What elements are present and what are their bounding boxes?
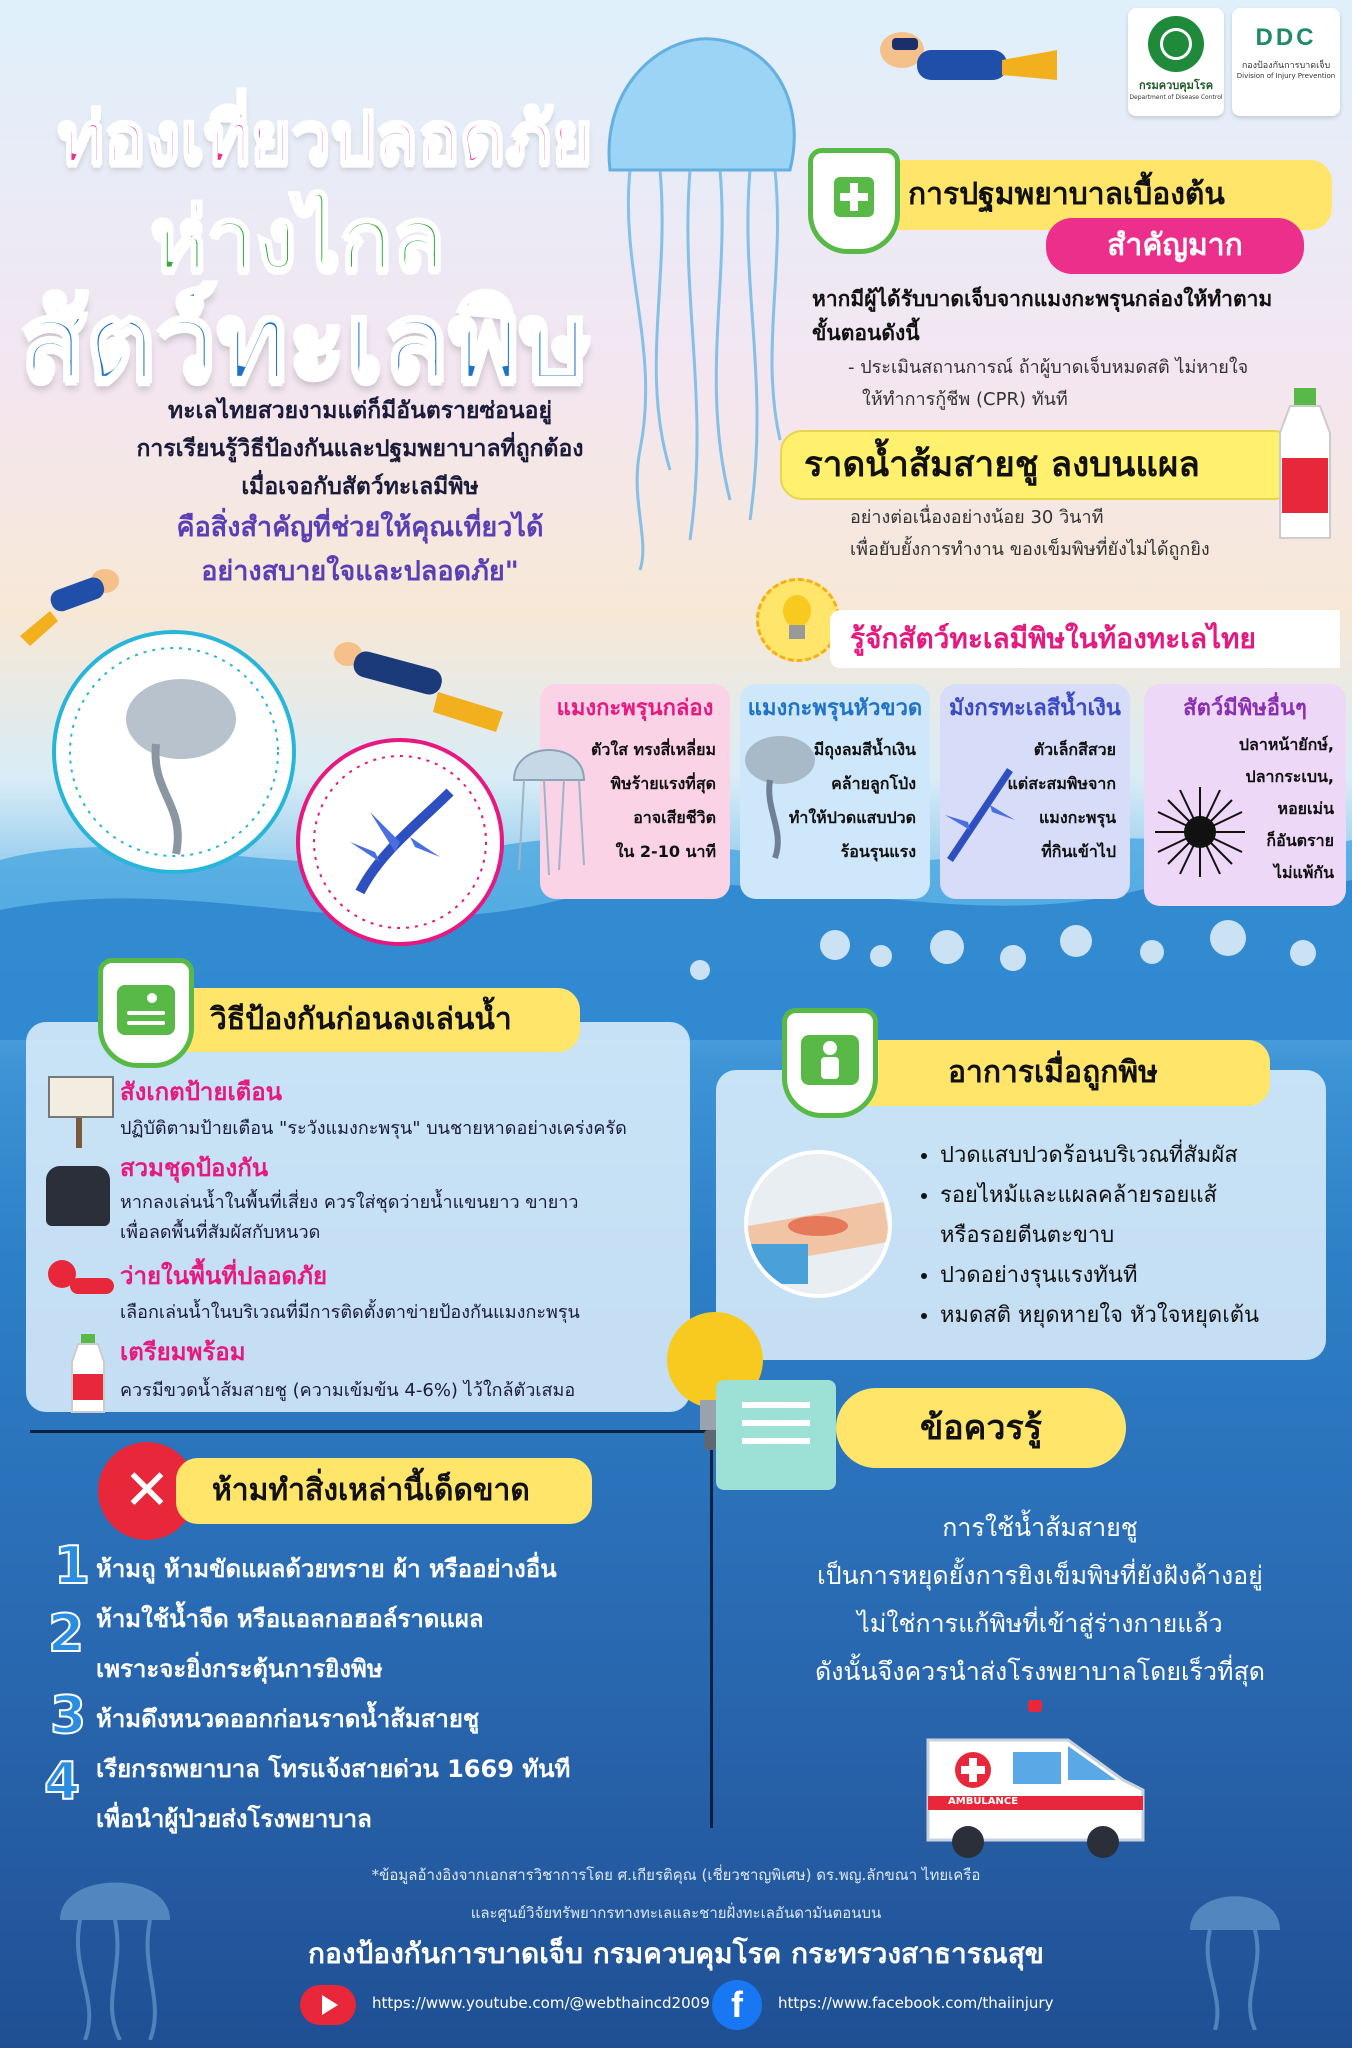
card-line: แต่สะสมพิษจาก [1007,774,1116,793]
ministry-logo [1128,8,1224,116]
symptom-item: • หมดสติ หยุดหายใจ หัวใจหยุดเต้น [940,1296,1259,1336]
bottle-jellyfish-icon [740,730,820,860]
card-line: ไม่แพ้กัน [1273,863,1334,882]
symptom-item: • รอยไหม้และแผลคล้ายรอยแส้ [940,1176,1259,1216]
facts-text [740,1504,1340,1696]
number-2-badge: 2 [48,1604,85,1664]
dont-line: ห้ามดึงหนวดออกก่อนราดน้ำส้มสายชู [96,1705,480,1733]
vinegar-bottle-icon [66,1334,110,1414]
bubble-decoration [1290,940,1316,966]
bubble-decoration [1060,925,1092,957]
reference-line1: *ข้อมูลอ้างอิงจากเอกสารวิชาการโดย ศ.เกียรติคุณ (เชี่ยวชาญพิเศษ) ดร.พญ.ลักขณา ไทยเครือ [371,1866,981,1884]
card-line: หอยเม่น [1277,799,1334,818]
first-aid-desc-line2: ขั้นตอนดังนี้ [812,321,920,345]
dont-line: เพราะจะยิ่งกระตุ้นการยิงพิษ [96,1655,383,1683]
title-line3: สัตว์ทะเลพิษ [20,280,592,405]
first-aid-bullet-line1: - ประเมินสถานการณ์ ถ้าผู้บาดเจ็บหมดสติ ไม่หายใจ [848,357,1249,378]
divider [30,1430,720,1433]
intro-line3: เมื่อเจอกับสัตว์ทะเลมีพิษ [241,474,479,500]
footer-org: กองป้องกันการบาดเจ็บ กรมควบคุมโรค กระทรวงสาธารณสุข [308,1937,1044,1970]
card-line: ใน 2-10 นาที [615,842,716,861]
ddc-letters: DDC [1255,24,1317,51]
youtube-link[interactable]: https://www.youtube.com/@webthaincd2009 [372,1994,710,2012]
vinegar-instruction: ราดน้ำส้มสายชู ลงบนแผล [780,430,1296,500]
intro-line4: คือสิ่งสำคัญที่ช่วยให้คุณเที่ยวได้ [176,512,544,543]
card-line: ปลากระเบน, [1245,767,1334,786]
prevention-item4-title: เตรียมพร้อม [120,1338,246,1366]
prevention-item2-text [120,1188,578,1248]
important-badge: สำคัญมาก [1046,218,1304,274]
fact-line: เป็นการหยุดยั้งการยิงเข็มพิษที่ยังฝังค้างอยู่ [817,1561,1263,1590]
first-aid-desc [812,282,1272,350]
person-shield-icon [782,1008,878,1118]
card-line: คล้ายลูกโป่ง [831,774,916,793]
fact-line: ไม่ใช่การแก้พิษที่เข้าสู่ร่างกายแล้ว [857,1609,1223,1638]
symptoms-list [914,1136,1259,1336]
card-line: ร้อนรุนแรง [840,842,916,861]
symptom-item: • ปวดแสบปวดร้อนบริเวณที่สัมผัส [940,1136,1259,1176]
divider [710,1448,713,1828]
card-title: มังกรทะเลสีน้ำเงิน [949,696,1121,721]
first-aid-desc-line1: หากมีผู้ได้รับบาดเจ็บจากแมงกะพรุนกล่องให้ทำตาม [812,287,1273,311]
close-icon: ✕ [98,1442,196,1540]
card-line: แมงกะพรุน [1038,808,1116,827]
bubble-decoration [1210,920,1246,956]
wetsuit-icon [46,1166,110,1226]
first-aid-bullet [848,352,1248,416]
know-animals-heading: รู้จักสัตว์ทะเลมีพิษในท้องทะเลไทย [830,610,1340,668]
ddc-division: กองป้องกันการบาดเจ็บ [1241,61,1331,71]
ministry-seal-icon [1148,16,1204,72]
symptoms-heading: อาการเมื่อถูกพิษ [836,1040,1270,1106]
ambulance-illustration [918,1700,1152,1860]
intro-line2: การเรียนรู้วิธีป้องกันและปฐมพยาบาลที่ถูกต้อง [136,436,584,462]
card-line: ก็อันตราย [1266,831,1334,850]
facts-heading: ข้อควรรู้ [836,1388,1126,1468]
prevention-item2-line1: หากลงเล่นน้ำในพื้นที่เสี่ยง ควรใส่ชุดว่ายน้ำแขนยาว ขายาว [120,1192,579,1213]
card-title: แมงกะพรุนกล่อง [556,696,714,721]
reference-note [0,1856,1352,1932]
dont-line: ห้ามถู ห้ามขัดแผลด้วยทราย ผ้า หรืออย่างอื่น [96,1555,557,1583]
warning-sign-icon [48,1076,114,1148]
intro-line5: อย่างสบายใจและปลอดภัย" [201,556,519,587]
ambulance-label: AMBULANCE [948,1796,1019,1807]
blue-dragon-photo [296,738,504,946]
card-title: แมงกะพรุนหัวขวด [747,696,923,721]
intro-block [60,392,660,594]
lightbulb-icon [756,578,840,662]
document-icon [716,1380,836,1490]
ministry-name: กรมควบคุมโรค [1138,79,1214,92]
card-line: ปลาหน้ายักษ์, [1238,735,1334,754]
bubble-decoration [690,960,710,980]
prevention-item3-text: เลือกเล่นน้ำในบริเวณที่มีการติดตั้งตาข่ายป้องกันแมงกะพรุน [120,1302,580,1323]
prevention-item4-text: ควรมีขวดน้ำส้มสายชู (ความเข้มข้น 4-6%) ไว้ใกล้ตัวเสมอ [120,1380,576,1401]
fact-line: การใช้น้ำส้มสายชู [942,1513,1138,1542]
card-title: สัตว์มีพิษอื่นๆ [1183,696,1307,721]
injury-photo [744,1150,892,1298]
vinegar-bottle-icon [1270,388,1340,548]
card-line: มีถุงลมสีน้ำเงิน [813,740,916,759]
prevention-heading: วิธีป้องกันก่อนลงเล่นน้ำ [150,988,580,1052]
title-line2: ห่างไกล [150,190,445,290]
prevention-item2-title: สวมชุดป้องกัน [120,1154,269,1182]
swimmer-icon [40,1252,120,1312]
reference-line2: และศูนย์วิจัยทรัพยากรทางทะเลและชายฝั่งทะเลอันดามันตอนบน [470,1904,882,1922]
symptom-item: • ปวดอย่างรุนแรงทันที [940,1256,1259,1296]
blue-dragon-icon [300,742,500,942]
vinegar-detail [850,502,1210,566]
blue-dragon-icon [940,760,1020,870]
diver-icon [862,20,1062,120]
dont-line: เพื่อนำผู้ป่วยส่งโรงพยาบาล [96,1805,372,1833]
card-line: ที่กินเข้าไป [1041,842,1116,861]
injured-arm-icon [748,1154,888,1294]
bubble-decoration [1000,945,1026,971]
facebook-link[interactable]: https://www.facebook.com/thaiinjury [778,1994,1054,2012]
ministry-name-en: Department of Disease Control [1129,94,1223,101]
bubble-decoration [930,930,964,964]
prevention-item1-text: ปฏิบัติตามป้ายเตือน "ระวังแมงกะพรุน" บนชายหาดอย่างเคร่งครัด [120,1118,627,1139]
first-aid-bullet-line2: ให้ทำการกู้ชีพ (CPR) ทันที [862,389,1068,410]
card-line: ทำให้ปวดแสบปวด [788,808,916,827]
sea-urchin-icon [1150,782,1250,882]
prevention-item2-line2: เพื่อลดพื้นที่สัมผัสกับหนวด [120,1222,321,1243]
bubble-decoration [870,945,892,967]
dont-line: ห้ามใช้น้ำจืด หรือแอลกอฮอล์ราดแผล [96,1605,484,1633]
facebook-icon[interactable]: f [712,1980,762,2030]
intro-line1: ทะเลไทยสวยงามแต่ก็มีอันตรายซ่อนอยู่ [168,398,552,424]
card-line: อาจเสียชีวิต [633,808,716,827]
ddc-logo [1232,8,1340,116]
swim-shield-icon [98,958,194,1068]
fact-line: ดังนั้นจึงควรนำส่งโรงพยาบาลโดยเร็วที่สุด [814,1657,1265,1686]
number-1-badge: 1 [54,1536,91,1596]
card-line: ตัวใส ทรงสี่เหลี่ยม [591,740,716,759]
first-aid-heading: การปฐมพยาบาลเบื้องต้น [880,160,1332,230]
donts-heading: ห้ามทำสิ่งเหล่านี้เด็ดขาด [176,1458,592,1524]
prevention-item3-title: ว่ายในพื้นที่ปลอดภัย [120,1262,328,1290]
prevention-item1-title: สังเกตป้ายเตือน [120,1078,283,1106]
box-jellyfish-icon [56,634,292,870]
dont-line: เรียกรถพยาบาล โทรแจ้งสายด่วน 1669 ทันที [96,1755,571,1783]
symptom-item: หรือรอยตีนตะขาบ [940,1223,1115,1248]
ddc-division-en: Division of Injury Prevention [1236,72,1336,80]
youtube-icon[interactable] [300,1985,356,2025]
number-3-badge: 3 [50,1686,87,1746]
diver-icon [318,632,508,742]
bubble-decoration [1140,940,1164,964]
first-aid-shield-icon [808,148,900,254]
number-4-badge: 4 [44,1752,81,1812]
title-line1: ท่องเที่ยวปลอดภัย [58,97,593,179]
vinegar-detail-line2: เพื่อยับยั้งการทำงาน ของเข็มพิษที่ยังไม่ได้ถูกยิง [850,539,1210,560]
box-jellyfish-photo [52,630,296,874]
card-line: ตัวเล็กสีสวย [1033,740,1116,759]
card-line: พิษร้ายแรงที่สุด [610,774,716,793]
vinegar-detail-line1: อย่างต่อเนื่องอย่างน้อย 30 วินาที [850,507,1104,528]
box-jellyfish-icon [504,730,594,880]
bubble-decoration [820,930,850,960]
